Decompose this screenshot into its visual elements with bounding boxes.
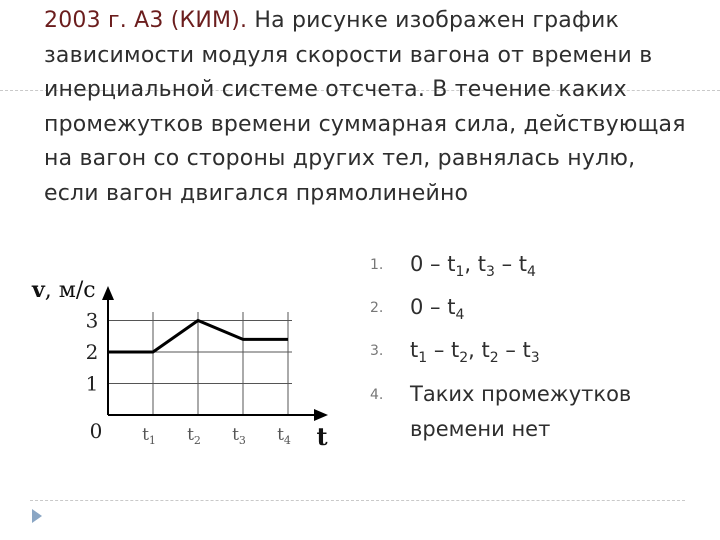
answer-number: 1.: [370, 257, 384, 273]
slide-nav-arrow-icon[interactable]: [32, 509, 42, 523]
question-reference: 2003 г. А3 (КИМ).: [44, 8, 248, 33]
x-axis-title: t: [316, 422, 328, 451]
answer-options: [370, 247, 700, 447]
y-tick-label: 2: [85, 340, 99, 364]
x-tick-label: $t_2$: [187, 425, 201, 447]
x-tick-label: $t_4$: [277, 425, 291, 447]
answer-option: [370, 333, 700, 376]
answer-option: [370, 377, 700, 447]
question-text: [44, 4, 694, 211]
answer-text: $0 - t_1$, $t_3 - t_4$: [410, 252, 536, 281]
x-tick-label: $t_3$: [232, 425, 246, 447]
answer-number: 4.: [370, 386, 384, 403]
y-axis-title: v, м/с: [32, 277, 96, 303]
answer-option: [370, 247, 700, 290]
y-tick-label: 1: [85, 371, 99, 396]
graph-labels: [31, 277, 328, 451]
velocity-time-graph: [0, 270, 340, 460]
answer-number: 2.: [370, 300, 384, 317]
x-axis-arrow-icon: [314, 409, 328, 421]
bottom-divider: [30, 500, 685, 501]
question-body: На рисунке изображен график зависимости модуля скорости вагона от времени в инерциальной системе отсчета. В течение каких промежутков времени суммарная сила, действующая на вагон со стороны других тел, равнялась нулю, если вагон двигался прямолинейно: [44, 8, 686, 206]
x-tick-label: $t_1$: [142, 425, 156, 447]
y-axis-arrow-icon: [102, 286, 114, 300]
answer-text: Таких промежутков времени нет: [410, 381, 632, 441]
answer-option: [370, 290, 700, 333]
graph-grid: [108, 312, 292, 415]
answer-text: $t_1 - t_2$, $t_2 - t_3$: [410, 338, 540, 367]
answer-text: $0 - t_4$: [410, 295, 465, 324]
origin-label: 0: [89, 419, 103, 443]
y-tick-label: 3: [85, 308, 99, 333]
answer-number: 3.: [370, 343, 384, 360]
